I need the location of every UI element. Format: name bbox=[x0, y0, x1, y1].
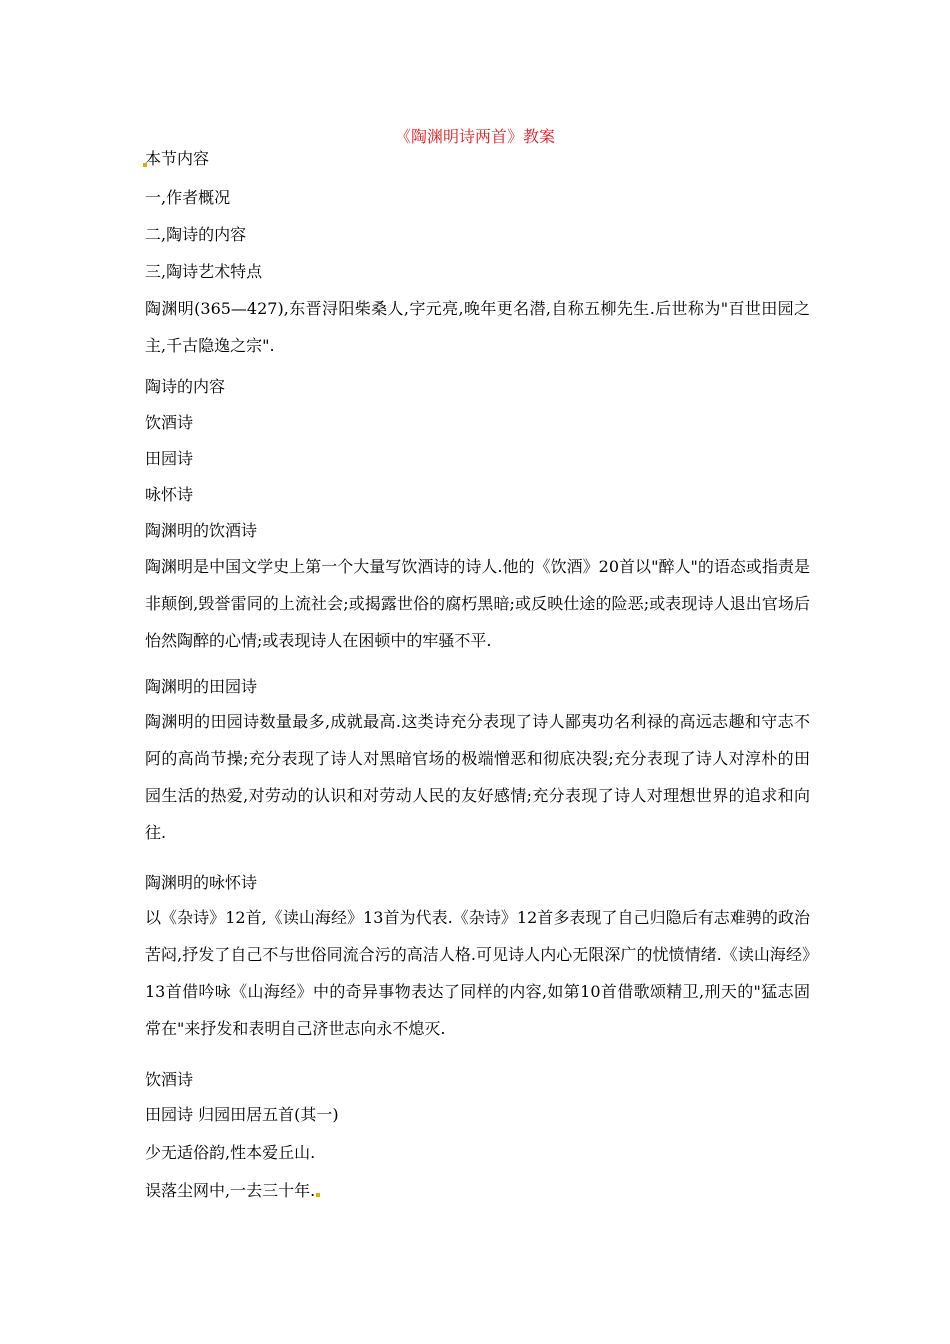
poem-line-1: 少无适俗韵,性本爱丘山. bbox=[145, 1143, 316, 1162]
section-heading: 本节内容 bbox=[145, 149, 210, 168]
edit-marker-icon bbox=[316, 1193, 320, 1197]
reflection-heading: 陶渊明的咏怀诗 bbox=[145, 873, 258, 892]
outline-item-3: 三,陶诗艺术特点 bbox=[145, 262, 263, 281]
content-heading: 陶诗的内容 bbox=[145, 377, 226, 396]
reflection-paragraph: 以《杂诗》12首,《读山海经》13首为代表.《杂诗》12首多表现了自己归隐后有志难骋的政治苦闷,抒发了自己不与世俗同流合污的高洁人格.可见诗人内心无限深广的忧愤情绪.《读山海经》13首借吟咏《山海经》中的奇异事物表达了同样的内容,如第10首借歌颂精卫,刑天的"猛志固常在"来抒发和表明自己济世志向永不熄灭. bbox=[145, 908, 810, 1038]
drinking-paragraph: 陶渊明是中国文学史上第一个大量写饮酒诗的诗人.他的《饮酒》20首以"醉人"的语态或指责是非颠倒,毁誉雷同的上流社会;或揭露世俗的腐朽黑暗;或反映仕途的险恶;或表现诗人退出官场后怡然陶醉的心情;或表现诗人在困顿中的牢骚不平. bbox=[145, 557, 810, 650]
document-title: 《陶渊明诗两首》教案 bbox=[394, 127, 555, 146]
outline-item-2: 二,陶诗的内容 bbox=[145, 225, 247, 244]
poem-title: 田园诗 归园田居五首(其一) bbox=[145, 1105, 339, 1124]
poem-category: 饮酒诗 bbox=[145, 1070, 194, 1089]
drinking-heading: 陶渊明的饮酒诗 bbox=[145, 521, 258, 540]
pastoral-paragraph: 陶渊明的田园诗数量最多,成就最高.这类诗充分表现了诗人鄙夷功名利禄的高远志趣和守志不阿的高尚节操;充分表现了诗人对黑暗官场的极端憎恶和彻底决裂;充分表现了诗人对淳朴的田园生活的热爱,对劳动的认识和对劳动人民的友好感情;充分表现了诗人对理想世界的追求和向往. bbox=[145, 712, 810, 842]
content-item-drinking: 饮酒诗 bbox=[145, 413, 194, 432]
content-item-pastoral: 田园诗 bbox=[145, 449, 194, 468]
poem-line-2: 误落尘网中,一去三十年. bbox=[145, 1181, 316, 1200]
pastoral-heading: 陶渊明的田园诗 bbox=[145, 677, 258, 696]
author-intro-paragraph: 陶渊明(365—427),东晋浔阳柴桑人,字元亮,晚年更名潜,自称五柳先生.后世称为"百世田园之主,千古隐逸之宗". bbox=[145, 299, 810, 355]
outline-item-1: 一,作者概况 bbox=[145, 188, 231, 207]
content-item-reflection: 咏怀诗 bbox=[145, 485, 194, 504]
